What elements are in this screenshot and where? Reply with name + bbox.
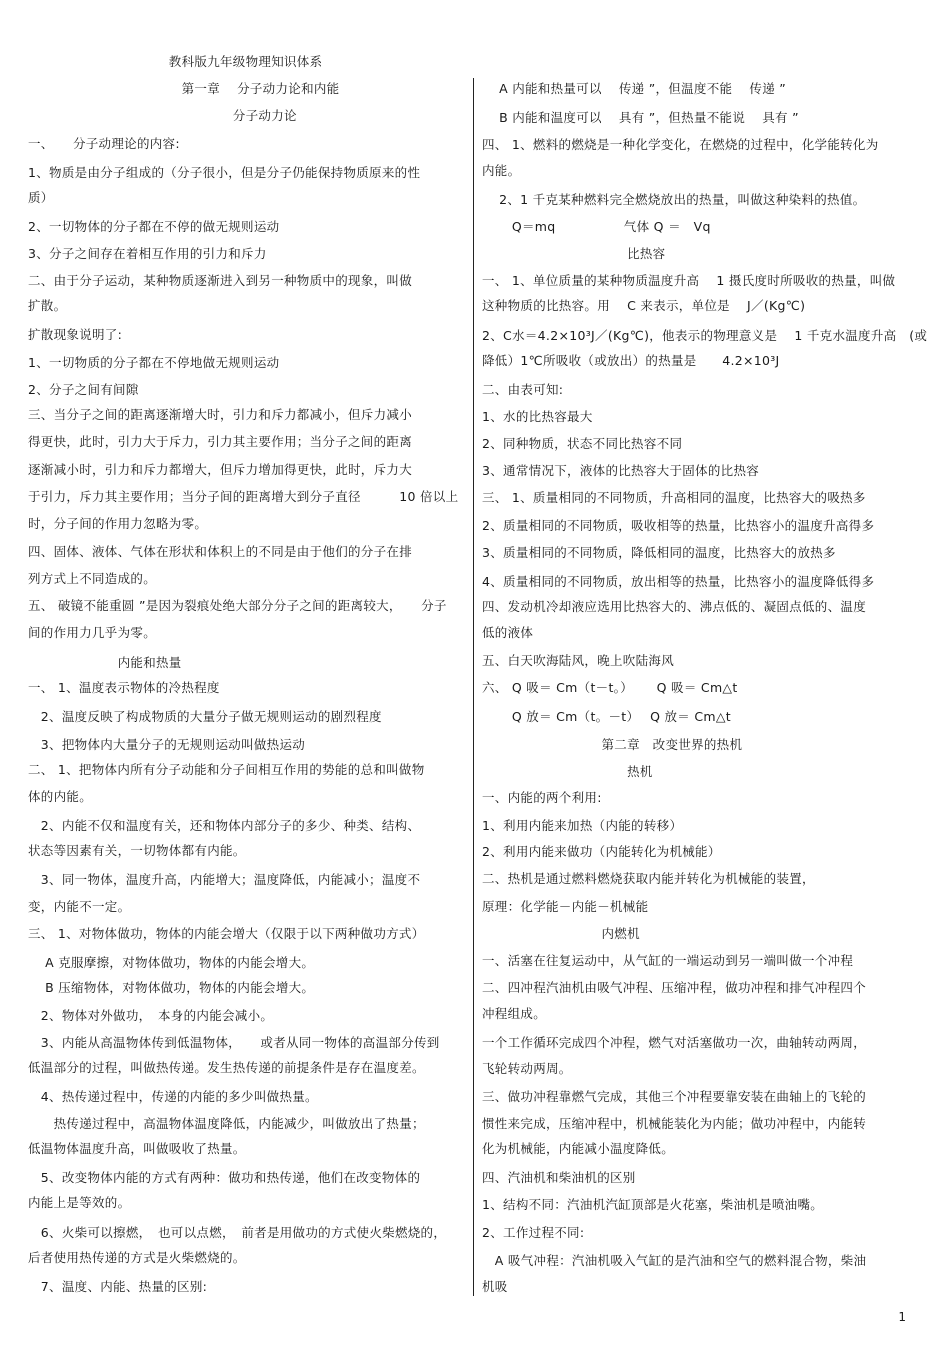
text-line: 热机 [482, 764, 653, 779]
text-line: 7、温度、内能、热量的区别: [28, 1279, 208, 1294]
text-line: 逐渐减小时，引力和斥力都增大，但斥力增加得更快，此时，斥力大 [28, 462, 413, 477]
text-line: 扩散现象说明了: [28, 327, 123, 342]
text-line: 比热容 [482, 246, 666, 261]
text-line: B 内能和温度可以 具有 ”，但热量不能说 具有 ” [482, 110, 799, 125]
text-line: 一个工作循环完成四个冲程，燃气对活塞做功一次，曲轴转动两周， [482, 1035, 867, 1050]
text-line: 2、一切物体的分子都在不停的做无规则运动 [28, 219, 280, 234]
text-line: 二、由表可知: [482, 382, 564, 397]
text-line: 二、热机是通过燃料燃烧获取内能并转化为机械能的装置， [482, 871, 815, 886]
text-line: 2、1 千克某种燃料完全燃烧放出的热量，叫做这种染料的热值。 [482, 192, 866, 207]
text-line: 一、 1、单位质量的某种物质温度升高 1 摄氏度时所吸收的热量，叫做 [482, 273, 896, 288]
text-line: 一、 1、温度表示物体的冷热程度 [28, 680, 220, 695]
text-line: 2、温度反映了构成物质的大量分子做无规则运动的剧烈程度 [28, 709, 382, 724]
text-line: 1、水的比热容最大 [482, 409, 593, 424]
text-line: 内能。 [482, 163, 521, 178]
text-line: 一、活塞在往复运动中，从气缸的一端运动到另一端叫做一个冲程 [482, 953, 854, 968]
text-line: 惯性来完成，压缩冲程中，机械能装化为内能；做功冲程中，内能转 [482, 1116, 867, 1131]
text-line: 3、分子之间存在着相互作用的引力和斥力 [28, 246, 267, 261]
text-line: 1、一切物质的分子都在不停地做无规则运动 [28, 355, 280, 370]
text-line: 降低）1℃所吸收（或放出）的热量是 4.2×10³J [482, 353, 780, 368]
text-line: 2、物体对外做功， 本身的内能会减小。 [28, 1008, 274, 1023]
text-line: 冲程组成。 [482, 1006, 547, 1021]
text-line: Q 放＝ Cm（t。－t） Q 放＝ Cm△t [482, 709, 731, 724]
text-line: 一、内能的两个利用: [482, 790, 602, 805]
text-line: B 压缩物体，对物体做功，物体的内能会增大。 [28, 980, 315, 995]
text-line: 分子动力论 [28, 108, 297, 123]
text-line: 热传递过程中，高温物体温度降低，内能减少，叫做放出了热量； [28, 1116, 425, 1131]
text-line: 四、发动机冷却液应选用比热容大的、沸点低的、凝固点低的、温度 [482, 599, 867, 614]
text-line: 二、 1、把物体内所有分子动能和分子间相互作用的势能的总和叫做物 [28, 762, 425, 777]
text-line: 内能上是等效的。 [28, 1195, 131, 1210]
text-line: 三、做功冲程靠燃气完成，其他三个冲程要靠安装在曲轴上的飞轮的 [482, 1089, 867, 1104]
text-line: 第二章 改变世界的热机 [482, 737, 743, 752]
text-line: 机吸 [482, 1279, 508, 1294]
text-line: 五、 破镜不能重圆 ”是因为裂痕处绝大部分分子之间的距离较大， 分子 [28, 598, 447, 613]
text-line: 时，分子间的作用力忽略为零。 [28, 516, 208, 531]
page-number: 1 [898, 1310, 906, 1324]
text-line: 四、汽油机和柴油机的区别 [482, 1170, 636, 1185]
text-line: 第一章 分子动力论和内能 [28, 81, 340, 96]
text-line: 4、热传递过程中，传递的内能的多少叫做热量。 [28, 1089, 318, 1104]
text-line: 间的作用力几乎为零。 [28, 625, 157, 640]
column-divider [473, 78, 474, 1296]
text-line: 六、 Q 吸＝ Cm（t－t。） Q 吸＝ Cm△t [482, 680, 738, 695]
text-line: 状态等因素有关，一切物体都有内能。 [28, 843, 246, 858]
text-line: 2、内能不仅和温度有关，还和物体内部分子的多少、种类、结构、 [28, 818, 421, 833]
text-line: 四、 1、燃料的燃烧是一种化学变化，在燃烧的过程中，化学能转化为 [482, 137, 879, 152]
text-line: A 吸气冲程：汽油机吸入气缸的是汽油和空气的燃料混合物，柴油 [482, 1253, 867, 1268]
text-line: 1、利用内能来加热（内能的转移） [482, 818, 683, 833]
text-line: 3、把物体内大量分子的无规则运动叫做热运动 [28, 737, 306, 752]
text-line: 1、物质是由分子组成的（分子很小，但是分子仍能保持物质原来的性 [28, 165, 421, 180]
text-line: 列方式上不同造成的。 [28, 571, 157, 586]
text-line: 内燃机 [482, 926, 640, 941]
text-line: 二、由于分子运动，某种物质逐渐进入到另一种物质中的现象，叫做 [28, 273, 413, 288]
text-line: 3、通常情况下，液体的比热容大于固体的比热容 [482, 463, 760, 478]
text-line: 3、同一物体，温度升高，内能增大；温度降低，内能减小；温度不 [28, 872, 421, 887]
text-line: 体的内能。 [28, 789, 93, 804]
text-line: 原理：化学能－内能－机械能 [482, 899, 649, 914]
text-line: 得更快，此时，引力大于斥力，引力其主要作用；当分子之间的距离 [28, 434, 413, 449]
text-line: 三、当分子之间的距离逐渐增大时，引力和斥力都减小，但斥力减小 [28, 407, 413, 422]
text-line: 4、质量相同的不同物质，放出相等的热量，比热容小的温度降低得多 [482, 574, 875, 589]
text-line: 四、固体、液体、气体在形状和体积上的不同是由于他们的分子在排 [28, 544, 413, 559]
text-line: 三、 1、质量相同的不同物质，升高相同的温度，比热容大的吸热多 [482, 490, 866, 505]
text-line: 这种物质的比热容。用 C 来表示，单位是 J／(Kg℃) [482, 298, 806, 313]
text-line: 低温部分的过程，叫做热传递。发生热传递的前提条件是存在温度差。 [28, 1060, 425, 1075]
text-line: 1、结构不同：汽油机汽缸顶部是火花塞，柴油机是喷油嘴。 [482, 1197, 824, 1212]
text-line: 三、 1、对物体做功，物体的内能会增大（仅限于以下两种做功方式） [28, 926, 425, 941]
text-line: 变，内能不一定。 [28, 899, 131, 914]
text-line: 2、分子之间有间隙 [28, 382, 139, 397]
text-line: 2、利用内能来做功（内能转化为机械能） [482, 844, 721, 859]
text-line: 2、同种物质，状态不同比热容不同 [482, 436, 683, 451]
text-line: Q＝mq 气体 Q ＝ Vq [482, 219, 711, 234]
text-line: 2、C水＝4.2×10³J／(Kg℃)，他表示的物理意义是 1 千克水温度升高 (或 [482, 328, 928, 343]
text-line: 质） [28, 190, 54, 205]
text-line: 6、火柴可以擦燃， 也可以点燃， 前者是用做功的方式使火柴燃烧的， [28, 1225, 447, 1240]
text-line: 低温物体温度升高，叫做吸收了热量。 [28, 1141, 246, 1156]
text-line: A 克服摩擦，对物体做功，物体的内能会增大。 [28, 955, 315, 970]
text-line: 扩散。 [28, 298, 67, 313]
text-line: 3、质量相同的不同物质，降低相同的温度，比热容大的放热多 [482, 545, 836, 560]
text-line: 5、改变物体内能的方式有两种：做功和热传递，他们在改变物体的 [28, 1170, 421, 1185]
text-line: 二、四冲程汽油机由吸气冲程、压缩冲程，做功冲程和排气冲程四个 [482, 980, 867, 995]
text-line: 低的液体 [482, 625, 534, 640]
text-line: 2、工作过程不同: [482, 1225, 585, 1240]
text-line: A 内能和热量可以 传递 ”，但温度不能 传递 ” [482, 81, 787, 96]
text-line: 教科版九年级物理知识体系 [28, 54, 323, 69]
text-line: 一、 分子动理论的内容: [28, 136, 180, 151]
text-line: 2、质量相同的不同物质，吸收相等的热量，比热容小的温度升高得多 [482, 518, 875, 533]
text-line: 于引力，斥力其主要作用；当分子间的距离增大到分子直径 10 倍以上 [28, 489, 459, 504]
text-line: 化为机械能，内能减小温度降低。 [482, 1141, 675, 1156]
text-line: 3、内能从高温物体传到低温物体， 或者从同一物体的高温部分传到 [28, 1035, 440, 1050]
text-line: 五、白天吹海陆风，晚上吹陆海风 [482, 653, 675, 668]
text-line: 飞轮转动两周。 [482, 1061, 572, 1076]
text-line: 内能和热量 [28, 655, 182, 670]
text-line: 后者使用热传递的方式是火柴燃烧的。 [28, 1250, 246, 1265]
